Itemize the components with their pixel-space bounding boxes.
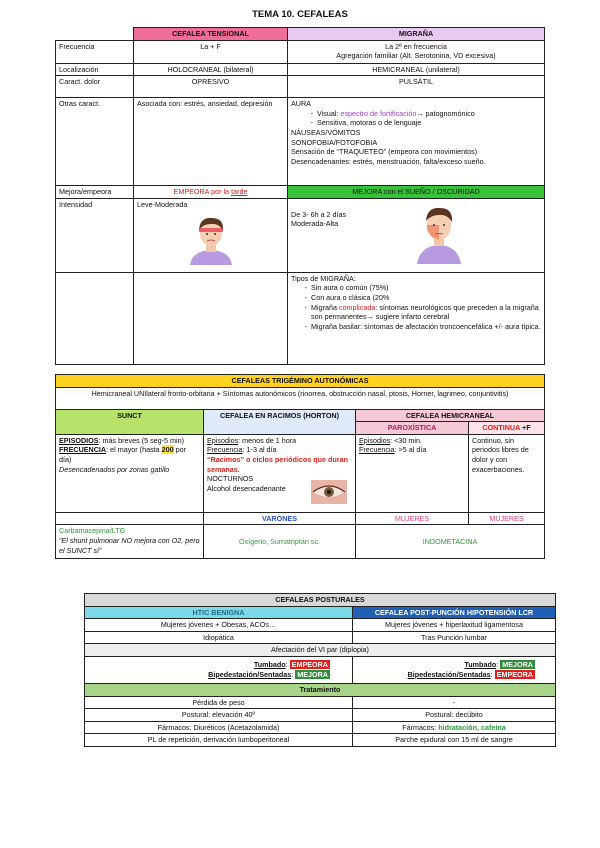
shared-vi-par: Afectación del VI par (diplopia)	[85, 644, 556, 657]
horton-racimos: “Racimos” o ciclos periódicos que duran semanas.	[207, 454, 348, 474]
parox-frecuencia: Frecuencia: >5 al día	[359, 445, 427, 455]
row-label-intensidad: Intensidad	[56, 198, 134, 272]
sunct-episodios: EPISODIOS: más breves (5 seg-5 min)	[59, 435, 185, 445]
htic-tx-1: Pérdida de peso	[85, 696, 353, 709]
tipos-empty-label	[56, 272, 134, 364]
horton-nocturnos: NOCTURNOS	[207, 474, 254, 484]
desencadenantes: Desencadenantes: estrés, menstruación, falta/exceso sueño.	[291, 156, 486, 166]
aura-heading: AURA	[291, 99, 311, 109]
migraine-avatar-icon	[414, 202, 464, 264]
lcr-bipedestacion: Bipedestación/Sentadas: EMPEORA	[407, 669, 533, 679]
htic-posicion	[85, 656, 353, 683]
tensional-header: CEFALEA TENSIONAL	[134, 28, 288, 41]
continua-header: CONTINUA +F	[469, 422, 545, 435]
postural-table	[84, 593, 556, 747]
tipos-empty-tensional	[134, 272, 288, 364]
aura-visual: - Visual: espectro de fortificación→ patognomónico	[317, 109, 541, 119]
lcr-causa: Tras Punción lumbar	[353, 631, 556, 644]
continua-details: Continuo, sin periodos libres de dolor y con exacerbaciones.	[469, 434, 545, 512]
corner-cell	[56, 28, 134, 41]
tx-sunct	[56, 525, 204, 559]
paroxistica-header: PAROXÍSTICA	[356, 422, 469, 435]
aura-list	[291, 109, 541, 128]
tx-sunct-quote: “El shunt pulmonar NO mejora con O2, pero el SUNCT sí”	[59, 535, 200, 555]
lcr-posicion	[353, 656, 556, 683]
horton-frecuencia: Frecuencia: 1-3 al día	[207, 445, 277, 455]
sonofobia: SONOFOBIA/FOTOFOBIA	[291, 137, 378, 147]
tensional-mejora: EMPEORA por la tarde	[134, 186, 288, 199]
htic-tumbado: Tumbado: EMPEORA	[253, 659, 328, 669]
main-comparison-table	[55, 27, 545, 365]
sunct-details	[56, 434, 204, 512]
sunct-frecuencia: FRECUENCIA: el mayor (hasta 200 por día)	[59, 445, 187, 464]
paroxistica-details	[356, 434, 469, 512]
row-label-frecuencia: Frecuencia	[56, 40, 134, 63]
migrana-header: MIGRAÑA	[288, 28, 545, 41]
tipo-basilar: - Migraña basilar: síntomas de afectación troncoencefálica +/- aura típica.	[311, 322, 541, 332]
htic-header: HTIC BENIGNA	[85, 606, 353, 619]
traqueteo: Sensación de “TRAQUETEO” (empeora con movimientos)	[291, 147, 478, 157]
tipos-heading: Tipos de MIGRAÑA:	[291, 273, 356, 283]
htic-causa: Idiopática	[85, 631, 353, 644]
postural-title: CEFALEAS POSTURALES	[85, 594, 556, 607]
trigeminal-title: CEFALEAS TRIGÉMINO AUTONÓMICAS	[56, 375, 545, 388]
tipo-con-aura: - Con aura o clásica (20%	[311, 293, 541, 303]
tipo-complicada: - Migraña complicada: síntomas neurológicos que preceden a la migraña son permanentes→ sugiere infarto cerebral	[311, 303, 541, 322]
eye-icon	[311, 480, 347, 504]
htic-bipedestacion: Bipedestación/Sentadas: MEJORA	[208, 669, 328, 679]
horton-header: CEFALEA EN RACIMOS (HORTON)	[204, 409, 356, 434]
tensional-intensidad	[134, 198, 288, 272]
htic-tx-4: PL de repetición, derivación lumboperitoneal	[85, 734, 353, 747]
lcr-tumbado: Tumbado: MEJORA	[464, 659, 533, 669]
migrana-localizacion: HEMICRANEAL (unilateral)	[288, 63, 545, 76]
sunct-desencadenados: Desencadenados por zonas gatillo	[59, 464, 170, 474]
htic-perfil: Mujeres jóvenes + Obesas, ACOs…	[85, 619, 353, 632]
migrana-otras	[288, 98, 545, 186]
htic-tx-3: Fármacos: Diuréticos (Acetazolamida)	[85, 721, 353, 734]
htic-tx-2: Postural: elevación 40º	[85, 709, 353, 722]
trigeminal-table	[55, 374, 545, 559]
tensional-intensidad-text: Leve-Moderada	[137, 199, 188, 209]
page-title: TEMA 10. CEFALEAS	[252, 9, 348, 20]
hemicraneal-header: CEFALEA HEMICRANEAL	[356, 409, 545, 422]
lcr-tx-2: Postural: decúbito	[353, 709, 556, 722]
horton-episodios: Episodios: menos de 1 hora	[207, 435, 297, 445]
sex-continua: MUJERES	[469, 512, 545, 525]
tension-headache-avatar-icon	[186, 213, 236, 265]
migrana-intensidad-text: Moderada-Alta	[291, 219, 339, 229]
tx-hemicraneal: INDOMETACINA	[356, 525, 545, 559]
sunct-header: SUNCT	[56, 409, 204, 434]
migrana-frecuencia	[288, 40, 545, 63]
tx-sunct-drug: Carbamacepina/LTG	[59, 526, 126, 536]
tipo-sin-aura: - Sin aura o común (75%)	[311, 283, 541, 293]
sex-paroxistica: MUJERES	[356, 512, 469, 525]
horton-details	[204, 434, 356, 512]
row-label-mejora: Mejora/empeora	[56, 186, 134, 199]
tipos-list	[291, 283, 541, 331]
tensional-localizacion: HOLOCRANEAL (bilateral)	[134, 63, 288, 76]
migrana-frecuencia-line2: Agregación familiar (Alt. Serotonina, VD excesiva)	[336, 51, 496, 61]
sex-sunct	[56, 512, 204, 525]
nauseas: NÁUSEAS/VÓMITOS	[291, 127, 361, 137]
row-label-localizacion: Localización	[56, 63, 134, 76]
row-label-otras: Otras caract.	[56, 98, 134, 186]
tx-horton: Oxígeno, Sumatriptán sc.	[204, 525, 356, 559]
migrana-intensidad	[288, 198, 545, 272]
horton-alcohol: Alcohol desencadenante	[207, 483, 286, 493]
migrana-dolor: PULSÁTIL	[288, 76, 545, 98]
lcr-header: CEFALEA POST-PUNCIÓN HIPOTENSIÓN LCR	[353, 606, 556, 619]
migrana-mejora: MEJORA con el SUEÑO / OSCURIDAD	[288, 186, 545, 199]
trigeminal-subtitle: Hemicraneal UNIlateral fronto-orbitaria + Síntomas autonómicos (rinorrea, obstrucción nasal, ptosis, Horner, lagrimeo, conjuntivitis)	[56, 387, 545, 409]
lcr-tx-4: Parche epidural con 15 ml de sangre	[353, 734, 556, 747]
tensional-frecuencia: La + F	[134, 40, 288, 63]
migrana-frecuencia-line1: La 2ª en frecuencia	[385, 41, 447, 51]
lcr-tx-3: Fármacos: hidratación, cafeína	[353, 721, 556, 734]
tensional-dolor: OPRESIVO	[134, 76, 288, 98]
sex-horton: VARONES	[204, 512, 356, 525]
parox-episodios: Episodios: <30 min.	[359, 435, 422, 445]
tensional-otras: Asociada con: estrés, ansiedad, depresión	[134, 98, 288, 186]
migrana-duracion: De 3- 6h a 2 días	[291, 209, 347, 219]
lcr-perfil: Mujeres jóvenes + hiperlaxitud ligamentosa	[353, 619, 556, 632]
aura-sensitiva: - Sensitiva, motoras o de lenguaje	[317, 118, 541, 128]
lcr-tx-1: -	[353, 696, 556, 709]
row-label-caract-dolor: Caract. dolor	[56, 76, 134, 98]
migrana-tipos	[288, 272, 545, 364]
tratamiento-header: Tratamiento	[85, 683, 556, 696]
